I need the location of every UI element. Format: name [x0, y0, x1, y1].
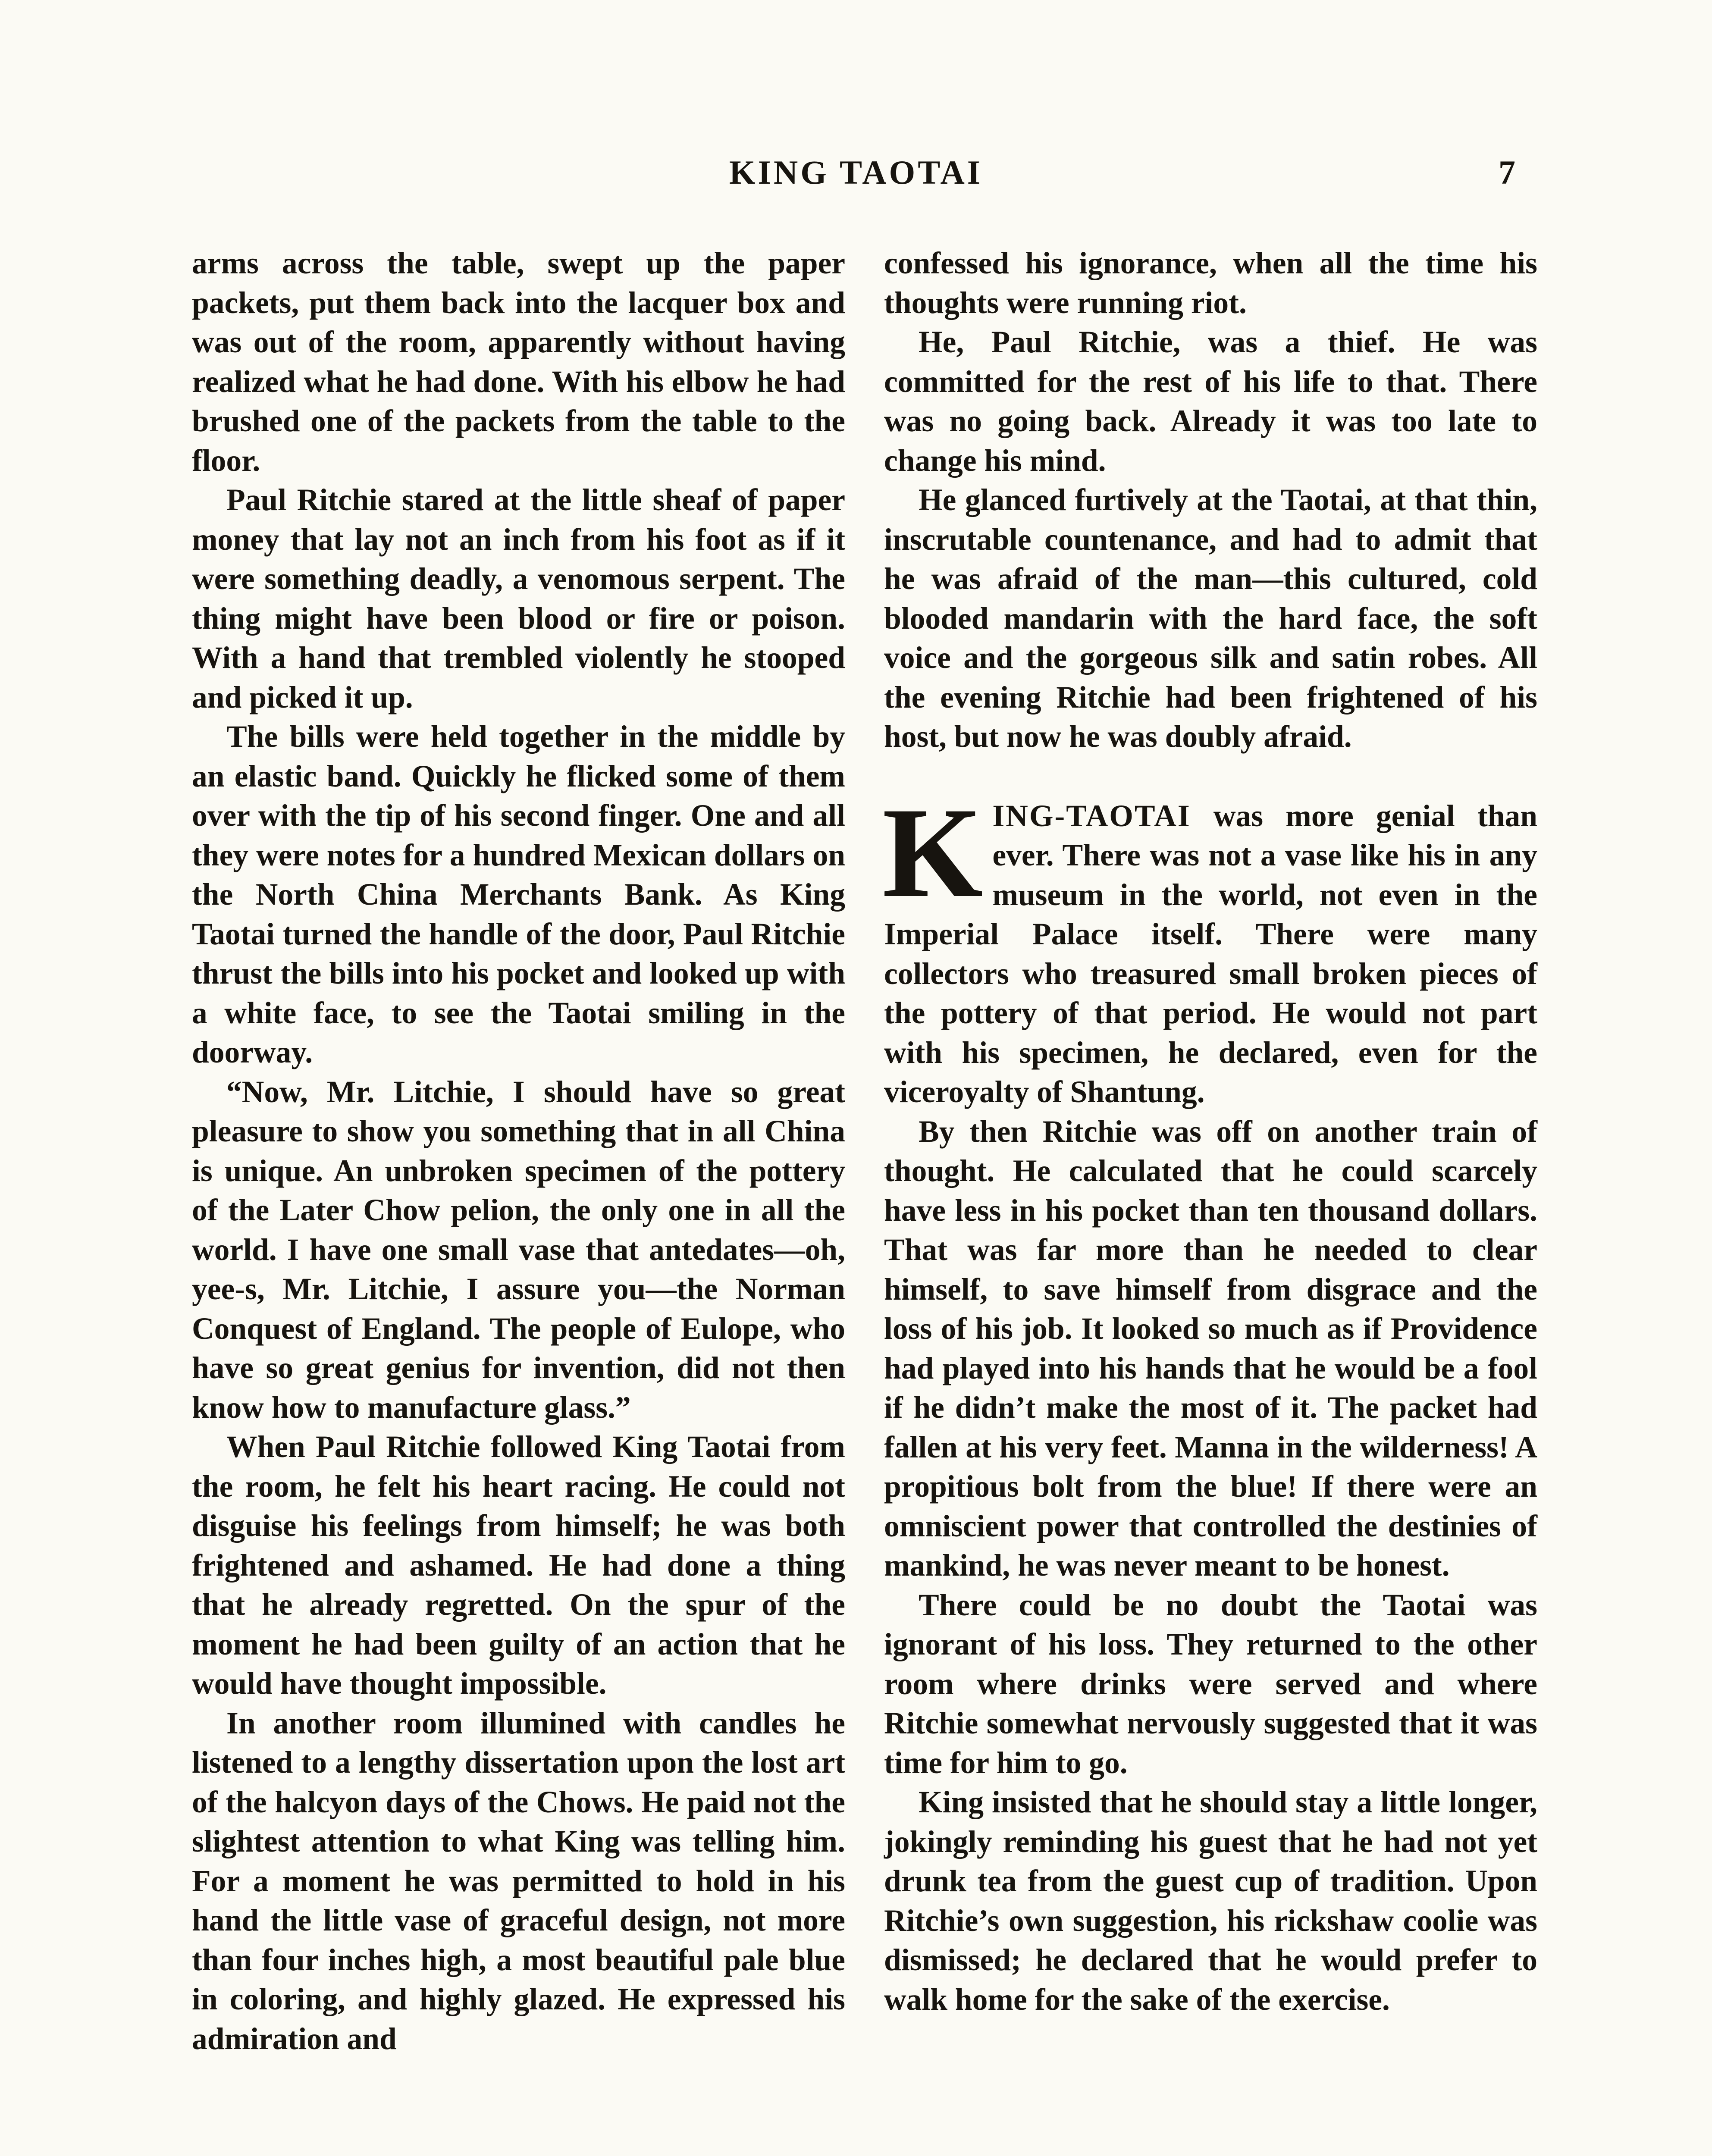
paragraph: “Now, Mr. Litchie, I should have so great pleasure to show you something that in all China is unique. An unbroken specimen of the pottery of the Later Chow pelion, the only one in all the world. I have one small vase that antedates—oh, yee-s, Mr. Litchie, I assure you—the Norman Conquest of England. The people of Eulope, who have so great genius for invention, did not then know how to manufacture glass.” [192, 1075, 845, 1425]
drop-cap-letter: K [882, 780, 983, 924]
drop-cap-rest: was more genial than ever. There was not a vase like his in any museum in the world, not even in the Imperial Palace itself. There were many collectors who treasured small broken pieces of the pottery of that period. He would not part with his specimen, he declared, even for the viceroyalty of Shantung. [884, 799, 1537, 1109]
drop-cap-paragraph [882, 780, 1537, 1112]
left-column [192, 244, 845, 2059]
paragraph: confessed his ignorance, when all the time his thoughts were running riot. [884, 246, 1537, 320]
paragraph: In another room illumined with candles he listened to a lengthy dissertation upon the lost art of the halcyon days of the Chows. He paid not the slightest attention to what King was telling him. For a moment he was permitted to hold in his hand the little vase of graceful design, not more than four inches high, a most beautiful pale blue in coloring, and highly glazed. He expressed his admiration and [192, 1706, 845, 2056]
drop-cap-lead: ING-TAOTAI [992, 799, 1191, 833]
paragraph: He, Paul Ritchie, was a thief. He was committed for the rest of his life to that. There was no going back. Already it was too late to change his mind. [884, 325, 1537, 478]
paragraph: He glanced furtively at the Taotai, at that thin, inscrutable countenance, and had to admit that he was afraid of the man—this cultured, cold blooded mandarin with the hard face, the soft voice and the gorgeous silk and satin robes. All the evening Ritchie had been frightened of his host, but now he was doubly afraid. [884, 483, 1537, 754]
paragraph: The bills were held together in the middle by an elastic band. Quickly he flicked some of them over with the tip of his second finger. One and all they were notes for a hundred Mexican dollars on the North China Merchants Bank. As King Taotai turned the handle of the door, Paul Ritchie thrust the bills into his pocket and looked up with a white face, to see the Taotai smiling in the doorway. [192, 720, 845, 1069]
paragraph: King insisted that he should stay a little longer, jokingly reminding his guest that he had not yet drunk tea from the guest cup of tradition. Upon Ritchie’s own suggestion, his rickshaw coolie was dismissed; he declared that he would prefer to walk home for the sake of the exercise. [884, 1785, 1537, 2017]
paragraph: There could be no doubt the Taotai was ignorant of his loss. They returned to the other room where drinks were served and where Ritchie somewhat nervously suggested that it was time for him to go. [884, 1588, 1537, 1780]
page-number: 7 [1499, 154, 1515, 191]
paragraph: Paul Ritchie stared at the little sheaf of paper money that lay not an inch from his foot as if it were something deadly, a venomous serpent. The thing might have been blood or fire or poison. With a hand that trembled violently he stooped and picked it up. [192, 483, 845, 714]
page-title: KING TAOTAI [729, 154, 983, 191]
right-column [884, 244, 1537, 2019]
paragraph: By then Ritchie was off on another train of thought. He calculated that he could scarcely have less in his pocket than ten thousand dollars. That was far more than he needed to clear himself, to save himself from disgrace and the loss of his job. It looked so much as if Providence had played into his hands that he would be a fool if he didn’t make the most of it. The packet had fallen at his very feet. Manna in the wilderness! A propitious bolt from the blue! If there were an omniscient power that controlled the destinies of mankind, he was never meant to be honest. [884, 1114, 1537, 1583]
paragraph: arms across the table, swept up the paper packets, put them back into the lacquer box and was out of the room, apparently without having realized what he had done. With his elbow he had brushed one of the packets from the table to the floor. [192, 246, 845, 478]
paragraph: When Paul Ritchie followed King Taotai from the room, he felt his heart racing. He could not disguise his feelings from himself; he was both frightened and ashamed. He had done a thing that he already regretted. On the spur of the moment he had been guilty of an action that he would have thought impossible. [192, 1430, 845, 1701]
